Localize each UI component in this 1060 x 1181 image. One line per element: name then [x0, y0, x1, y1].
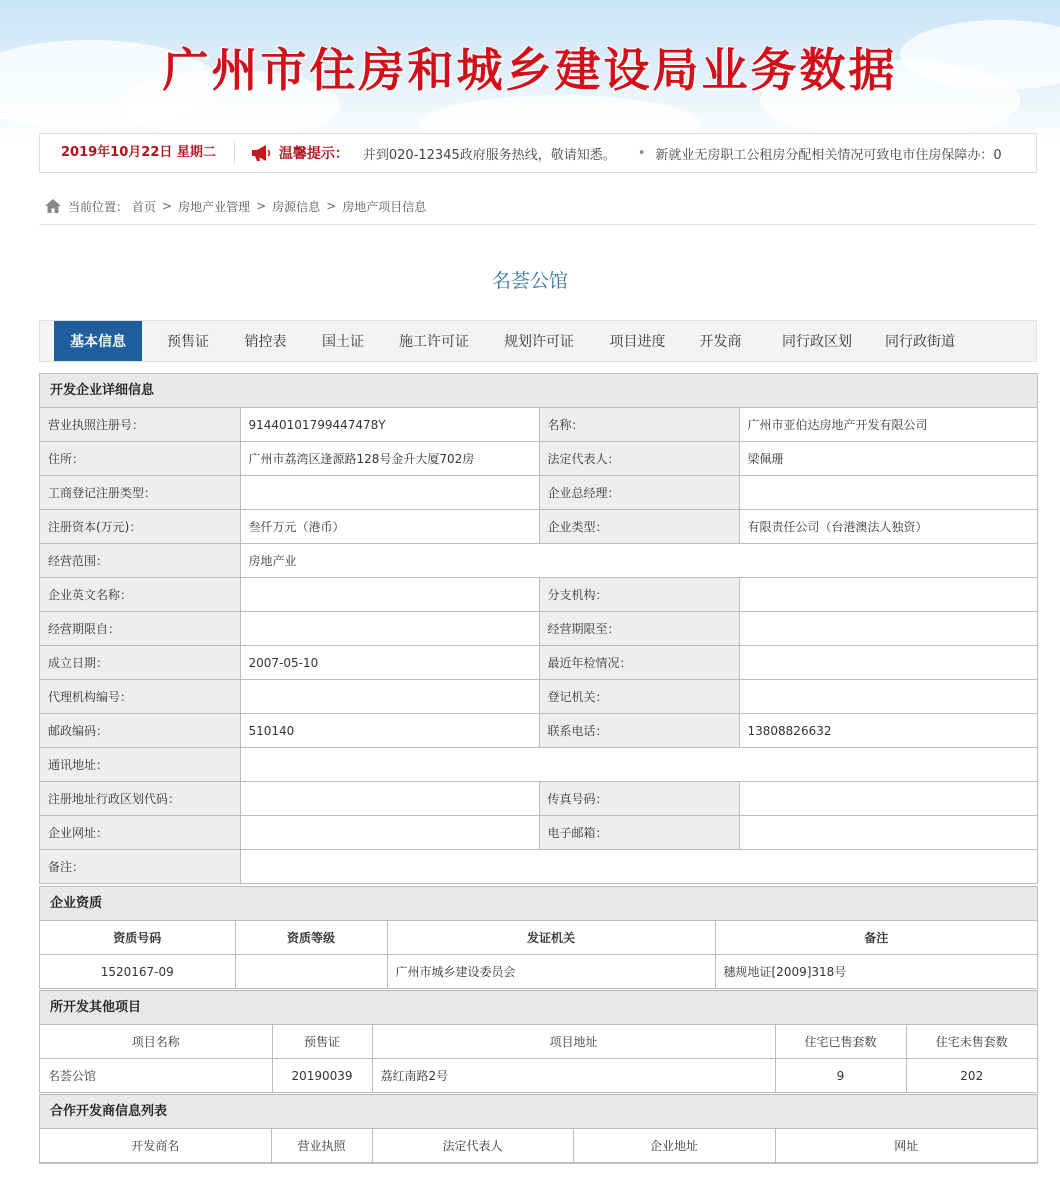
megaphone-icon: [251, 144, 273, 162]
field-label: 电子邮箱：: [539, 816, 739, 850]
field-label: 住所：: [40, 442, 240, 476]
bullet: •: [637, 145, 646, 161]
table-header-row: [40, 1025, 1037, 1059]
field-label: 企业总经理：: [539, 476, 739, 510]
tab-spacer: [40, 321, 54, 361]
developer-info-table: [40, 408, 1037, 883]
field-label: 企业英文名称：: [40, 578, 240, 612]
section-heading: 开发企业详细信息: [40, 374, 1037, 408]
section-heading: 合作开发商信息列表: [40, 1095, 1037, 1129]
tab-bar: [39, 320, 1037, 362]
table-row: [40, 476, 1037, 510]
section-heading: 企业资质: [40, 887, 1037, 921]
breadcrumb: [39, 188, 1037, 225]
column-header: 法定代表人: [372, 1129, 573, 1163]
tab-planning-permit[interactable]: 规划许可证: [504, 334, 574, 350]
breadcrumb-home[interactable]: 首页: [132, 199, 157, 214]
field-value: [739, 476, 1037, 510]
table-cell: 广州市城乡建设委员会: [387, 955, 715, 989]
table-row: [40, 714, 1037, 748]
table-header-row: [40, 921, 1037, 955]
tab-land-certificate[interactable]: 国土证: [322, 334, 364, 350]
notice-message-scrolling[interactable]: 新就业无房职工公租房分配相关情况可致电市住房保障办：0: [655, 147, 1002, 163]
field-value: 2007-05-10: [240, 646, 539, 680]
column-header: 预售证: [272, 1025, 372, 1059]
column-header: 项目名称: [40, 1025, 272, 1059]
field-value: 梁佩珊: [739, 442, 1037, 476]
field-label: 营业执照注册号：: [40, 408, 240, 442]
breadcrumb-housing-info[interactable]: 房源信息: [272, 199, 321, 214]
developer-info-panel: [39, 373, 1038, 884]
table-header-row: [40, 1129, 1037, 1163]
tab-sales-control[interactable]: 销控表: [244, 334, 287, 350]
breadcrumb-prefix: 当前位置：: [68, 199, 129, 214]
other-projects-table: [40, 1025, 1037, 1092]
current-date: 2019年10月22日 星期二: [40, 142, 235, 164]
table-cell: 荔红南路2号: [372, 1059, 775, 1093]
table-row: [40, 816, 1037, 850]
partners-panel: [39, 1094, 1038, 1164]
table-row: [40, 955, 1037, 989]
tab-construction-permit[interactable]: 施工许可证: [399, 334, 469, 350]
field-label: 分支机构：: [539, 578, 739, 612]
field-value: [240, 476, 539, 510]
table-row: [40, 442, 1037, 476]
table-row: [40, 510, 1037, 544]
tab-presale-permit[interactable]: 预售证: [167, 334, 209, 350]
tab-basic-info[interactable]: 基本信息: [54, 321, 142, 361]
field-label: 经营范围：: [40, 544, 240, 578]
table-row: [40, 646, 1037, 680]
project-name-link[interactable]: 名荟公馆: [40, 1059, 272, 1093]
field-value: 广州市荔湾区逢源路128号金升大厦702房: [240, 442, 539, 476]
field-value: [739, 578, 1037, 612]
table-row: [40, 544, 1037, 578]
field-value: [240, 612, 539, 646]
field-value: [739, 782, 1037, 816]
field-value: [240, 816, 539, 850]
partners-table: [40, 1129, 1037, 1163]
breadcrumb-project-info[interactable]: 房地产项目信息: [342, 199, 427, 214]
column-header: 备注: [715, 921, 1037, 955]
notice-message[interactable]: 并到020-12345政府服务热线，敬请知悉。: [362, 147, 616, 163]
field-label: 法定代表人：: [539, 442, 739, 476]
field-label: 邮政编码：: [40, 714, 240, 748]
field-label: 经营期限自：: [40, 612, 240, 646]
tab-same-district[interactable]: 同行政区划: [782, 334, 852, 350]
field-value: 广州市亚伯达房地产开发有限公司: [739, 408, 1037, 442]
field-value: [240, 680, 539, 714]
table-row: [40, 748, 1037, 782]
field-value: [739, 816, 1037, 850]
field-label: 注册地址行政区划代码：: [40, 782, 240, 816]
field-value: [240, 748, 1037, 782]
table-cell: 202: [906, 1059, 1037, 1093]
field-value: [739, 646, 1037, 680]
field-value: [739, 680, 1037, 714]
qualification-panel: [39, 886, 1038, 989]
field-label: 工商登记注册类型：: [40, 476, 240, 510]
home-icon: [44, 198, 62, 214]
notice-bar: [39, 133, 1037, 173]
table-cell: 9: [775, 1059, 906, 1093]
field-label: 成立日期：: [40, 646, 240, 680]
column-header: 网址: [775, 1129, 1037, 1163]
column-header: 发证机关: [387, 921, 715, 955]
header-banner: [0, 0, 1060, 140]
table-row: [40, 680, 1037, 714]
field-value: [739, 612, 1037, 646]
table-cell: 1520167-09: [40, 955, 235, 989]
table-row: [40, 612, 1037, 646]
field-value: [240, 850, 1037, 884]
breadcrumb-real-estate-management[interactable]: 房地产业管理: [178, 199, 251, 214]
breadcrumb-separator: >: [326, 199, 337, 213]
column-header: 项目地址: [372, 1025, 775, 1059]
breadcrumb-separator: >: [256, 199, 267, 213]
table-row: [40, 850, 1037, 884]
table-cell: 20190039: [272, 1059, 372, 1093]
field-value: 叁仟万元（港币）: [240, 510, 539, 544]
field-value: 510140: [240, 714, 539, 748]
column-header: 开发商名: [40, 1129, 271, 1163]
field-label: 联系电话：: [539, 714, 739, 748]
column-header: 住宅未售套数: [906, 1025, 1037, 1059]
field-label: 企业网址：: [40, 816, 240, 850]
table-cell: [235, 955, 387, 989]
field-label: 登记机关：: [539, 680, 739, 714]
table-cell: 穗规地证[2009]318号: [715, 955, 1037, 989]
tip-label: 温馨提示：: [278, 146, 349, 162]
breadcrumb-separator: >: [162, 199, 173, 213]
column-header: 资质等级: [235, 921, 387, 955]
column-header: 住宅已售套数: [775, 1025, 906, 1059]
table-row: [40, 578, 1037, 612]
field-label: 最近年检情况：: [539, 646, 739, 680]
field-value: 91440101799447478Y: [240, 408, 539, 442]
tab-developer[interactable]: 开发商: [699, 334, 742, 350]
tab-same-street[interactable]: 同行政街道: [885, 334, 955, 350]
column-header: 企业地址: [573, 1129, 775, 1163]
column-header: 资质号码: [40, 921, 235, 955]
field-value: 13808826632: [739, 714, 1037, 748]
field-value: 有限责任公司（台港澳法人独资）: [739, 510, 1037, 544]
table-row: [40, 408, 1037, 442]
field-label: 传真号码：: [539, 782, 739, 816]
other-projects-panel: [39, 990, 1038, 1093]
field-label: 代理机构编号：: [40, 680, 240, 714]
project-title: 名荟公馆: [491, 270, 568, 292]
table-row: [40, 782, 1037, 816]
field-label: 通讯地址：: [40, 748, 240, 782]
field-label: 名称：: [539, 408, 739, 442]
site-title: 广州市住房和城乡建设局业务数据: [162, 43, 898, 97]
field-label: 备注：: [40, 850, 240, 884]
field-label: 经营期限至：: [539, 612, 739, 646]
field-label: 企业类型：: [539, 510, 739, 544]
field-value: [240, 578, 539, 612]
tab-project-progress[interactable]: 项目进度: [609, 334, 666, 350]
field-value: 房地产业: [240, 544, 1037, 578]
qualification-table: [40, 921, 1037, 988]
field-label: 注册资本(万元)：: [40, 510, 240, 544]
table-row: [40, 1059, 1037, 1093]
field-value: [240, 782, 539, 816]
column-header: 营业执照: [271, 1129, 372, 1163]
section-heading: 所开发其他项目: [40, 991, 1037, 1025]
